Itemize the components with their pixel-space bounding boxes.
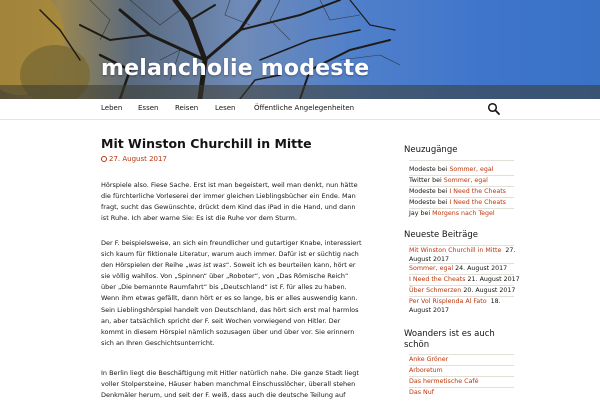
comment-sep: bei <box>437 188 448 195</box>
nav-item-reisen[interactable]: Reisen <box>175 104 199 112</box>
recent-post-date: 18. August 2017 <box>409 298 501 314</box>
recent-post-item <box>409 297 521 315</box>
recent-comment-item <box>409 208 521 219</box>
nav-item-lesen[interactable]: Lesen <box>215 104 236 112</box>
blogroll-item <box>409 376 521 387</box>
main-navigation <box>0 99 600 120</box>
recent-post-date: 27. August 2017 <box>409 247 516 263</box>
comment-sep: bei <box>432 177 442 184</box>
comment-author: Jay <box>409 210 419 217</box>
divider <box>409 160 514 161</box>
comment-author: Twitter <box>409 177 431 184</box>
blogroll-item <box>409 354 521 365</box>
post-date-text[interactable]: 27. August 2017 <box>109 155 167 163</box>
content-area <box>0 120 600 400</box>
comment-author: Modeste <box>409 188 436 195</box>
search-icon[interactable] <box>487 102 501 116</box>
recent-post-item <box>409 285 521 296</box>
recent-post-link[interactable]: I Need the Cheats <box>409 276 466 283</box>
comment-sep: bei <box>437 199 448 206</box>
recent-post-link[interactable]: Über Schmerzen <box>409 287 462 294</box>
comment-author: Modeste <box>409 166 436 173</box>
recent-comment-item <box>409 197 521 208</box>
nav-item-leben[interactable]: Leben <box>101 104 123 112</box>
comment-post-link[interactable]: I Need the Cheats <box>449 199 506 206</box>
comment-post-link[interactable]: Sommer, egal <box>443 177 488 184</box>
recent-post-date: 21. August 2017 <box>467 276 520 283</box>
post-paragraph-2-text-b: “. Soweit ich es beurteilen kann, hört er sie völlig wahllos. Von „Spinnen“ über „Roboter“, von „Das Römische Reich“ über „Die bemannte Raumfahrt“ bis „Deutschland“ ist F. für alles zu haben. Wenn ihm etwas gefällt, dann hört er es so lange, bis er alles auswendig kann. Sein Lieblingshörspiel handelt von Deutschland, das hört sich erst mal harmlos an, aber tatsächlich spricht der F. seit Wochen vorwiegend von Hitler. Der kommt in diesem Hörspiel nämlich sozusagen über und über vor. Sie erinnern sich an Ihren Geschichtsunterricht. <box>101 261 359 347</box>
post-paragraph-1: Hörspiele also. Fiese Sache. Erst ist man begeistert, weil man denkt, nun hätte die fürchterliche Vorleserei der immer gleichen Lieblingsbücher ein Ende. Man fragt, sucht das Gewünschte, drückt dem Kind das iPad in die Hand, und dann ist Ruhe. Ich aber warne Sie: Es ist die Ruhe vor dem Sturm. <box>101 181 358 223</box>
recent-post-link[interactable]: Mit Winston Churchill in Mitte <box>409 247 502 254</box>
header-tree-image <box>0 0 600 99</box>
post-paragraph-2-text-a: Der F. beispielsweise, an sich ein freundlicher und gutartiger Knabe, interessiert sich kaum für fiktionale Literatur, warum auch immer. Dafür ist er süchtig nach den Hörspielen der Reihe „ <box>101 239 362 270</box>
blogroll-link[interactable]: Das hermetische Café <box>409 378 479 385</box>
blogroll-item <box>409 387 521 398</box>
comment-post-link[interactable]: Morgens nach Tegel <box>432 210 495 217</box>
nav-item-oeffentliche-angelegenheiten[interactable]: Öffentliche Angelegenheiten <box>254 104 355 112</box>
site-header <box>0 0 600 99</box>
comment-post-link[interactable]: Sommer, egal <box>449 166 494 173</box>
recent-post-item <box>409 263 521 274</box>
post-title[interactable]: Mit Winston Churchill in Mitte <box>101 136 312 151</box>
widget-title-blogroll: Woanders ist es auch schön <box>404 329 495 350</box>
blogroll-item <box>409 365 521 376</box>
comment-author: Modeste <box>409 199 436 206</box>
site-title[interactable]: melancholie modeste <box>101 56 370 81</box>
recent-post-link[interactable]: Per Vol Risplenda Al Fato <box>409 298 487 305</box>
recent-comment-item <box>409 175 521 186</box>
clock-icon <box>101 156 107 162</box>
post-paragraph-3: In Berlin liegt die Beschäftigung mit Hitler natürlich nahe. Die ganze Stadt liegt voller Stolpersteine, Häuser haben manchmal Einschusslöcher, überall stehen Denkmäler herum, und seit der F. weiß, dass auch die deutsche Teilung auf <box>101 369 359 400</box>
comment-post-link[interactable]: I Need the Cheats <box>449 188 506 195</box>
recent-post-date: 24. August 2017 <box>455 265 508 272</box>
blogroll-link[interactable]: Arboretum <box>409 367 443 374</box>
recent-comment-item <box>409 186 521 197</box>
post-paragraph-2 <box>101 238 363 349</box>
widget-title-recent-posts: Neueste Beiträge <box>404 230 478 240</box>
comment-sep: bei <box>420 210 431 217</box>
blogroll-link[interactable]: Das Nuf <box>409 389 434 396</box>
nav-item-essen[interactable]: Essen <box>138 104 159 112</box>
recent-comment-item <box>409 164 521 175</box>
recent-post-date: 20. August 2017 <box>463 287 516 294</box>
post-paragraph-2-emphasis: was ist was <box>188 261 226 270</box>
recent-post-link[interactable]: Sommer, egal <box>409 265 454 272</box>
comment-sep: bei <box>437 166 448 173</box>
post-date[interactable] <box>101 155 167 163</box>
recent-post-item <box>409 246 521 264</box>
widget-title-recent-comments: Neuzugänge <box>404 145 458 155</box>
recent-post-item <box>409 274 521 285</box>
blogroll-link[interactable]: Anke Gröner <box>409 356 449 363</box>
